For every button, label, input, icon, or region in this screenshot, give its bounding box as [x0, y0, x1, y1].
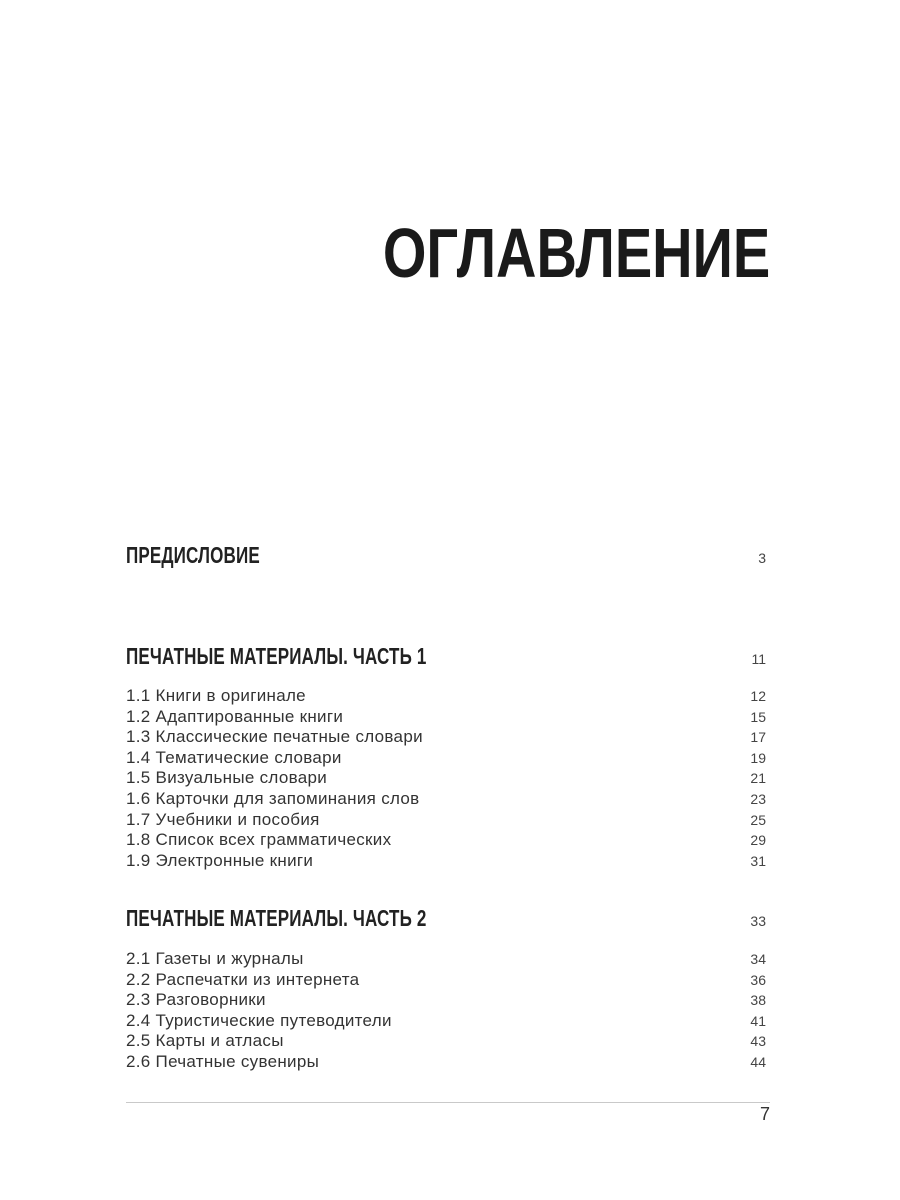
page-content [126, 0, 770, 1200]
toc-item-page-number: 19 [750, 749, 766, 766]
section-1-page-number: 11 [751, 651, 766, 667]
toc-item-label: 2.6 Печатные сувениры [126, 1051, 320, 1071]
toc-item-label: 2.1 Газеты и журналы [126, 949, 304, 968]
toc-item-row [126, 949, 770, 970]
section-2-items [126, 949, 770, 1072]
toc-item-label: 1.3 Классические печатные словари [126, 727, 423, 747]
toc-item-row [126, 970, 770, 991]
toc-item-page-number: 34 [750, 951, 766, 967]
toc-item-row [126, 990, 770, 1011]
toc-item-page-number: 25 [750, 811, 766, 828]
section-2-heading-row [126, 906, 770, 930]
toc-item-label: 2.4 Туристические путеводители [126, 1010, 392, 1030]
footer-folio-row [126, 1104, 770, 1125]
toc-item-label: 1.1 Книги в оригинале [126, 686, 306, 705]
section-1-heading: ПЕЧАТНЫЕ МАТЕРИАЛЫ. ЧАСТЬ 1 [126, 643, 427, 669]
toc-item-page-number: 21 [750, 770, 766, 787]
preface-page-number: 3 [758, 550, 766, 566]
toc-item-page-number: 41 [750, 1012, 766, 1029]
toc-item-row [126, 768, 770, 789]
section-1-items [126, 686, 770, 871]
toc-item-label: 1.4 Тематические словари [126, 747, 342, 767]
toc-item-label: 1.6 Карточки для запоминания слов [126, 788, 420, 808]
toc-item-page-number: 12 [750, 688, 766, 704]
toc-item-row [126, 1052, 770, 1073]
toc-item-page-number: 43 [750, 1033, 766, 1049]
section-2-heading: ПЕЧАТНЫЕ МАТЕРИАЛЫ. ЧАСТЬ 2 [126, 905, 427, 931]
toc-item-row [126, 748, 770, 769]
toc-item-row [126, 789, 770, 810]
toc-item-page-number: 36 [750, 971, 766, 988]
toc-item-label: 1.2 Адаптированные книги [126, 706, 344, 726]
section-1-heading-row [126, 644, 770, 668]
toc-preface-row [126, 543, 770, 567]
toc-item-row [126, 727, 770, 748]
footer-rule [126, 1102, 770, 1103]
toc-item-page-number: 44 [750, 1053, 766, 1070]
toc-item-page-number: 17 [750, 729, 766, 746]
folio-page-number: 7 [759, 1104, 770, 1124]
toc-item-row [126, 707, 770, 728]
toc-item-row [126, 810, 770, 831]
toc-item-row [126, 851, 770, 872]
toc-item-row [126, 1031, 770, 1052]
toc-preface [126, 543, 770, 567]
toc-item-label: 2.3 Разговорники [126, 990, 266, 1009]
toc-item-page-number: 29 [750, 832, 766, 849]
toc-item-label: 2.5 Карты и атласы [126, 1031, 284, 1050]
toc-item-label: 1.5 Визуальные словари [126, 768, 328, 788]
toc-item-page-number: 15 [750, 708, 766, 725]
toc-item-row [126, 830, 770, 851]
toc-item-page-number: 23 [750, 790, 766, 807]
toc-item-page-number: 31 [750, 852, 766, 869]
toc-item-label: 1.9 Электронные книги [126, 850, 314, 870]
toc-item-row [126, 686, 770, 707]
toc-item-label: 1.8 Список всех грамматических [126, 830, 392, 850]
page-title [126, 214, 770, 292]
preface-label: ПРЕДИСЛОВИЕ [126, 542, 260, 568]
toc-section-2 [126, 906, 770, 1072]
page-title-text: ОГЛАВЛЕНИЕ [382, 214, 770, 292]
toc-item-label: 2.2 Распечатки из интернета [126, 969, 360, 989]
toc-item-label: 1.7 Учебники и пособия [126, 809, 320, 829]
toc-section-1 [126, 644, 770, 871]
toc-item-page-number: 38 [750, 992, 766, 1008]
toc-item-row [126, 1011, 770, 1032]
section-2-page-number: 33 [750, 913, 766, 929]
